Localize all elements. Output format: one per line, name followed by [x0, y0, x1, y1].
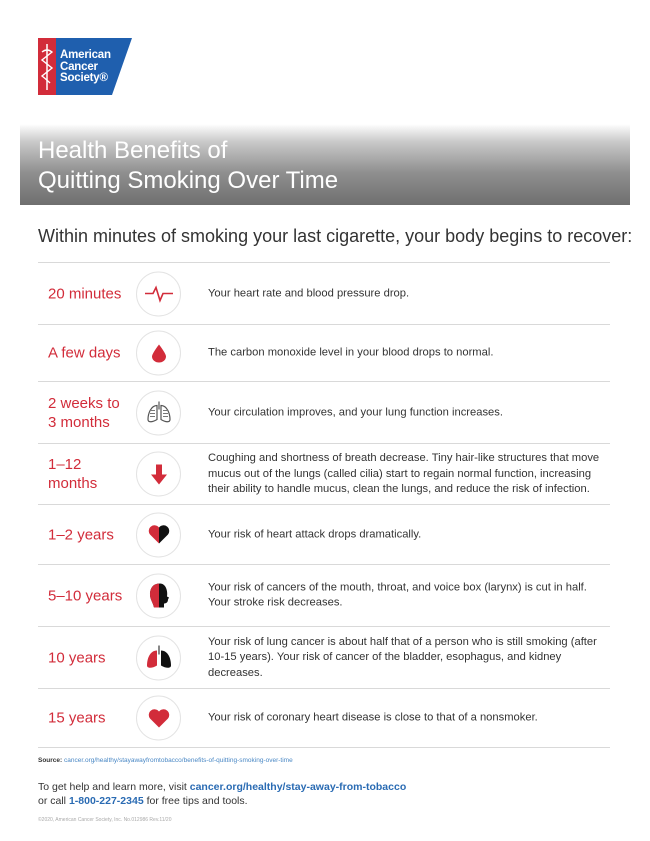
lungs-outline-icon [136, 390, 181, 435]
copyright-footnote: ©2020, American Cancer Society, Inc. No.012986 Rev.11/20 [38, 817, 172, 823]
time-label: 10 years [48, 649, 106, 666]
row-description: Your risk of coronary heart disease is close to that of a nonsmoker. [208, 711, 538, 724]
page-title: Health Benefits of Quitting Smoking Over Time [38, 137, 339, 194]
timeline-row [38, 626, 610, 688]
row-description: Your heart rate and blood pressure drop. [208, 286, 410, 299]
time-label: 1–2 years [48, 526, 114, 543]
time-label: 1–12 months [48, 456, 98, 492]
blood-drop-icon [136, 331, 181, 376]
timeline-row [38, 324, 610, 381]
time-label: 15 years [48, 709, 106, 727]
row-description: Your risk of cancers of the mouth, throat, and voice box (larynx) is cut in half. Your stroke risk decreases. [208, 581, 587, 609]
row-description: Your risk of heart attack drops dramatically. [208, 527, 422, 540]
timeline-row [38, 381, 610, 443]
half-heart-icon [136, 512, 181, 557]
arrow-down-icon [136, 452, 181, 497]
source-link[interactable]: cancer.org/healthy/stayawayfromtobacco/benefits-of-quitting-smoking-over-time [64, 757, 293, 764]
timeline-list [38, 262, 610, 748]
heart-icon [136, 696, 181, 741]
timeline-row [38, 443, 610, 504]
timeline-row [38, 564, 610, 626]
row-description: Your circulation improves, and your lung function increases. [208, 405, 503, 418]
logo-wordmark: American Cancer Society® [60, 49, 111, 84]
timeline-row [38, 262, 610, 324]
timeline-row [38, 688, 610, 748]
head-profile-icon [136, 573, 181, 618]
row-description: Coughing and shortness of breath decrease. Tiny hair-like structures that move mucus out of the lungs (called cilia) start to regain normal function, increasing their ability to handle mucus, clean the lungs, and reduce the risk of infection. [208, 451, 600, 495]
time-label: A few days [48, 344, 121, 362]
source-line: Source: cancer.org/healthy/stayawayfromtobacco/benefits-of-quitting-smoking-over-time [38, 757, 293, 764]
lungs-filled-icon [136, 635, 181, 680]
heartbeat-icon [136, 271, 181, 316]
row-description: Your risk of lung cancer is about half that of a person who is still smoking (after 10-15 years). Your risk of cancer of the bladder, esophagus, and kidney decreases. [208, 635, 597, 679]
row-description: The carbon monoxide level in your blood drops to normal. [208, 346, 494, 359]
intro-text: Within minutes of smoking your last cigarette, your body begins to recover: [38, 226, 633, 246]
title-banner [20, 124, 630, 205]
timeline-row [38, 504, 610, 564]
phone-number[interactable]: 1-800-227-2345 [68, 795, 144, 807]
time-label: 5–10 years [48, 587, 123, 604]
time-label: 20 minutes [48, 285, 122, 302]
help-text: To get help and learn more, visit cancer.org/healthy/stay-away-from-tobacco or call 1-800-227-2345 for free tips and tools. [38, 781, 407, 807]
time-label: 2 weeks to 3 months [48, 394, 120, 431]
help-link[interactable]: cancer.org/healthy/stay-away-from-tobacco [189, 781, 407, 793]
